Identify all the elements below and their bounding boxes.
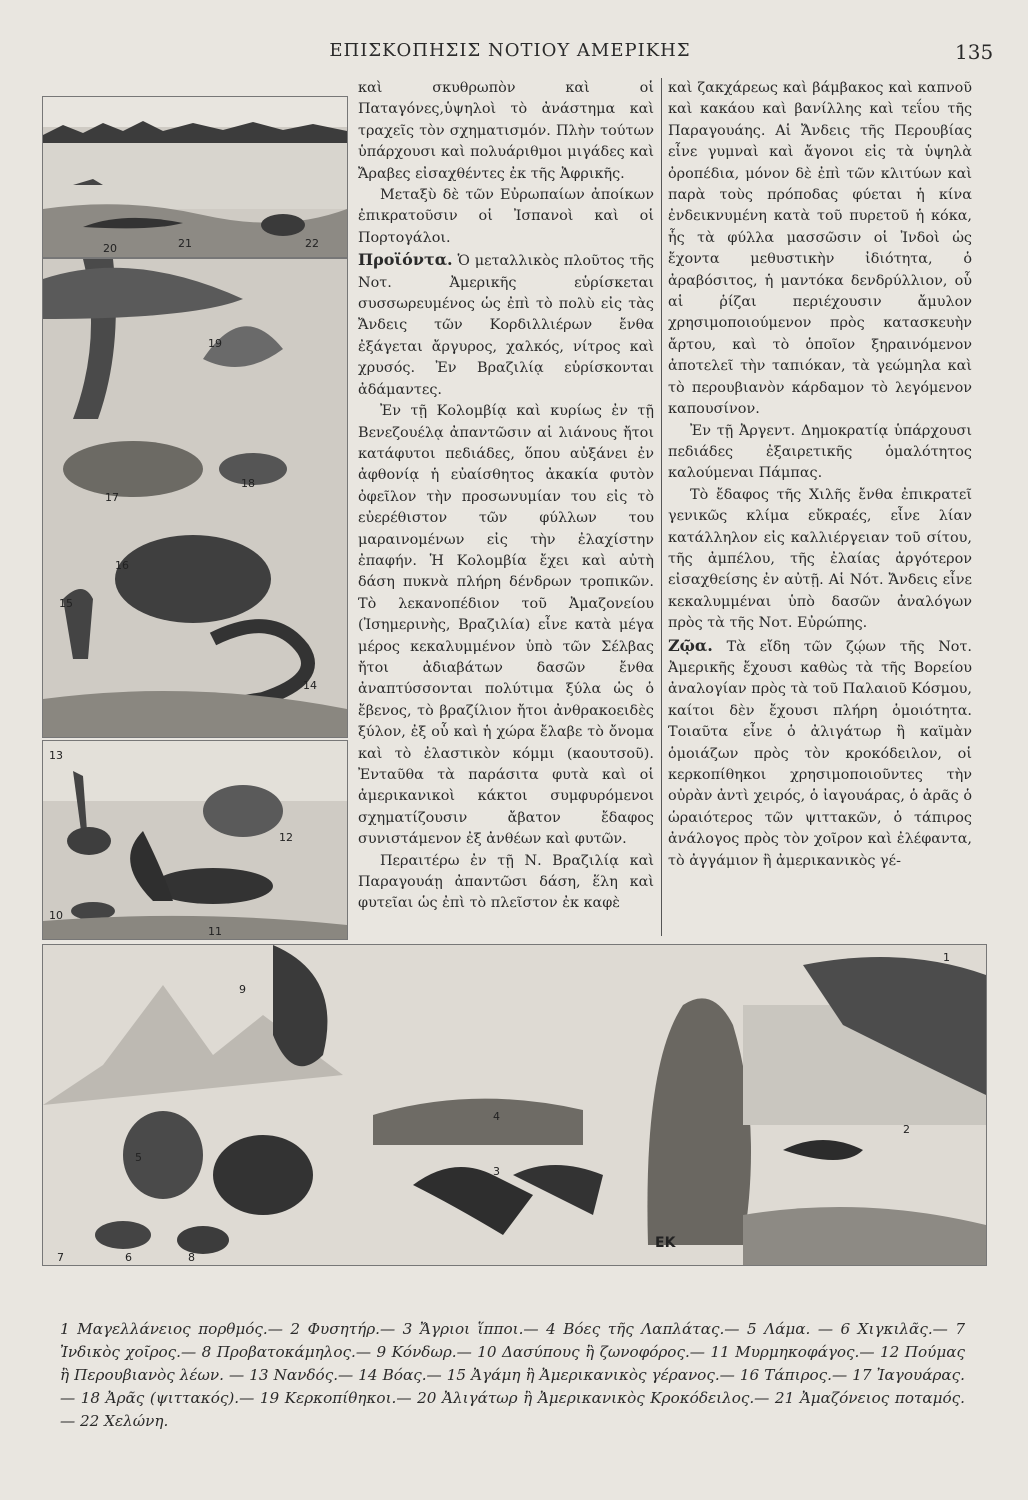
jungle-engraving xyxy=(43,259,347,737)
plate-label: 20 xyxy=(103,242,117,255)
running-head: ΕΠΙΣΚΟΠΗΣΙΣ ΝΟΤΙΟΥ ΑΜΕΡΙΚΗΣ xyxy=(329,40,691,61)
animals-text: Τὰ εἴδη τῶν ζῴων τῆς Νοτ. Ἀμερικῆς ἔχουσι καθὼς τὰ τῆς Βορείου ἀναλογίαν πρὸς τὰ τοῦ Παλαιοῦ Κόσμου, καίτοι δὲν ἔχουσι πλήρη ὁμοιότητα. Τοιαῦτα εἶνε ὁ ἀλιγάτωρ ἢ καϊμὰν ὁμοιάζων πρὸς τὸν κροκόδειλον, οἱ κερκοπίθηκοι χρησιμοποιοῦντες τὴν οὐρὰν ἀντὶ χειρός, ὁ ἰαγουάρας, ὁ ἀρᾶς ὁ ὡραιότερος τῶν ψιττακῶν, ὁ τάπιρος ἀνάλογος πρὸς τὸν χοῖρον καὶ ἐλέφαντα, τὸ ἀγγάμιον ἢ ἀμερικανικὸς γέ- xyxy=(668,638,973,869)
column-2 xyxy=(668,78,972,872)
products-text: Ὁ μεταλλικὸς πλοῦτος τῆς Νοτ. Ἀμερικῆς εὑρίσκεται συσσωρευμένος ὡς ἐπὶ τὸ πολὺ εἰς τὰς Ἄνδεις τῶν Κορδιλλιέρων ἔνθα ἐξάγεται ἄργυρος, χαλκός, νίτρος καὶ χρυσός. Ἐν Βραζιλίᾳ εὑρίσκονται ἀδάμαντες. xyxy=(358,253,655,398)
plate-label: 15 xyxy=(59,597,73,610)
plate-label: 16 xyxy=(115,559,129,572)
plate-label: 14 xyxy=(303,679,317,692)
paragraph xyxy=(668,635,972,872)
plate-label: 18 xyxy=(241,477,255,490)
paragraph: Ἐν τῇ Ἀργεντ. Δημοκρατίᾳ ὑπάρχουσι πεδιάδες ἐξαιρετικῆς ὁμαλότητος καλούμεναι Πάμπας. xyxy=(668,422,972,482)
paragraph: Τὸ ἔδαφος τῆς Χιλῆς ἔνθα ἐπικρατεῖ γενικῶς κλίμα εὔκραές, εἶνε λίαν κατάλληλον εἰς καλλιέργειαν τοῦ σίτου, τῆς ἀμπέλου, τῆς ἐλαίας ἀργότερον εἰσαχθείσης ἐν αὐτῇ. Αἱ Νότ. Ἄνδεις εἶνε κεκαλυμμέναι ὑπὸ δασῶν ἀναλόγων πρὸς τὰ τῆς Νοτ. Εὐρώπης. xyxy=(668,486,972,632)
paragraph: Ἐν τῇ Κολομβίᾳ καὶ κυρίως ἐν τῇ Βενεζουέλᾳ ἀπαντῶσιν αἱ λιάνους ἤτοι κατάφυτοι πεδιάδες, ὅπου αὐξάνει ἐν ἀφθονίᾳ ἡ εὐαίσθητος ἀκακία φυτὸν ὀφεῖλον τὴν προσωνυμίαν του εἰς τὸ εὐερέθιστον τῶν φύλλων του μαραινομένων εἰς τὴν ἐλαχίστην ἐπαφήν. Ἡ Κολομβία ἔχει καὶ αὐτὴ δάση πυκνὰ πλήρη δένδρων τροπικῶν. Τὸ λεκανοπέδιον τοῦ Ἀμαζονείου (Ἰσημερινὴς, Βραζιλία) εἶνε κατὰ μέγα μέρος κεκαλυμμένον ὑπὸ τῶν Σέλβας ἤτοι ἀδιαβάτων δασῶν ἔνθα ἀναπτύσσονται πολύτιμα ξύλα ὡς ὁ ἔβενος, τὸ βραζίλιον ἤτοι ἀνθρακοειδὲς ξύλον, ἐξ οὗ καὶ ἡ χώρα ἔλαβε τὸ ὄνομα καὶ τὸ ἐλαστικὸν κόμμι (καουτσοῦ). Ἐνταῦθα τὰ παράσιτα φυτὰ καὶ οἱ ἀμερικανικοὶ κάκτοι συμφυρόμενοι σχηματίζουσιν ἄβατον ἔδαφος συνιστάμενον ἐξ ἀνθέων καὶ φυτῶν. xyxy=(358,403,654,848)
plate-label: 12 xyxy=(279,831,293,844)
plate-label: 19 xyxy=(208,337,222,350)
plate-label: 10 xyxy=(49,909,63,922)
paragraph xyxy=(358,249,654,401)
paragraph: Περαιτέρω ἐν τῇ Ν. Βραζιλίᾳ καὶ Παραγουάῃ ἀπαντῶσι δάση, ἕλη καὶ φυτεῖαι ὡς ἐπὶ τὸ πλεῖστον ἐκ καφὲ xyxy=(358,852,654,912)
plate-label: 22 xyxy=(305,237,319,250)
plate-label: 2 xyxy=(903,1123,910,1136)
paragraph: Μεταξὺ δὲ τῶν Εὐρωπαίων ἀποίκων ἐπικρατοῦσιν οἱ Ἰσπανοὶ καὶ οἱ Πορτογάλοι. xyxy=(358,187,654,246)
plate-label: 21 xyxy=(178,237,192,250)
plate-label: 1 xyxy=(943,951,950,964)
plate-label: 8 xyxy=(188,1251,195,1264)
plate-label: 5 xyxy=(135,1151,142,1164)
plate-label: 13 xyxy=(49,749,63,762)
plate-label: 6 xyxy=(125,1251,132,1264)
figure-caption: 1 Μαγελλάνειος πορθμός.— 2 Φυσητήρ.— 3 Ἄγριοι ἵπποι.— 4 Βόες τῆς Λαπλάτας.— 5 Λάμα. — 6 Χιγκιλᾶς.— 7 Ἰνδικὸς χοῖρος.— 8 Προβατοκάμηλος.— 9 Κόνδωρ.— 10 Δασύπους ἢ ζωνοφόρος.— 11 Μυρμηκοφάγος.— 12 Πούμας ἢ Περουβιανὸς λέων. — 13 Νανδός.— 14 Βόας.— 15 Ἀγάμη ἢ Ἀμερικανικὸς γέρανος.— 16 Τάπιρος.— 17 Ἰαγουάρας. — 18 Ἀρᾶς (ψιττακός).— 19 Κερκοπίθηκοι.— 20 Ἀλιγάτωρ ἢ Ἀμερικανικὸς Κροκόδειλος.— 21 Ἀμαζόνειος ποταμός.— 22 Χελώνη. xyxy=(60,1320,965,1430)
paragraph: καὶ ζακχάρεως καὶ βάμβακος καὶ καπνοῦ καὶ κακάου καὶ βανίλλης καὶ τεΐου τῆς Παραγουάης. Αἱ Ἄνδεις τῆς Περουβίας εἶνε γυμναὶ καὶ ἄγονοι εἰς τὰ ὑψηλὰ ὀροπέδια, μόνον δὲ ἐπὶ τῶν κλιτύων καὶ παρὰ τοὺς πρόποδας φύεται ἡ κίνα ἐνδεικνυμένη κατὰ τοῦ πυρετοῦ ἡ κόκα, ἧς τὰ φύλλα μασσῶσιν οἱ Ἰνδοὶ ὡς ἔχοντα μεθυστικὴν ἰδιότητα, ὁ ἀραβόσιτος, ἡ μαντόκα δενδρύλλιον, οὗ αἱ ῥίζαι περιέχουσιν ἄμυλον χρησιμοποιούμενον πρὸς κατασκευὴν ἄρτου, καὶ τὸ ὁποῖον ξηραινόμενον ἀποτελεῖ τὴν ταπιόκαν, τὰ γεώμηλα καὶ τὸ περουβιανὸν κάρδαμον τὸ λεγόμενον καπουσίνον. xyxy=(668,80,972,418)
paragraph: καὶ σκυθρωπὸν καὶ οἱ Παταγόνες,ὑψηλοὶ τὸ ἀνάστημα καὶ τραχεῖς τὸν σχηματισμόν. Πλὴν τούτων ὑπάρχουσι καὶ πολυάριθμοι μιγάδες καὶ Ἄραβες εἰσαχθέντες ἐκ τῆς Ἀφρικῆς. xyxy=(358,80,654,182)
illustration-river-scene xyxy=(42,96,348,258)
plate-label: 7 xyxy=(57,1251,64,1264)
section-heading-animals: Ζῷα. xyxy=(668,635,713,655)
page-number: 135 xyxy=(955,40,994,64)
plate-label: 9 xyxy=(239,983,246,996)
column-rule xyxy=(661,78,662,936)
illustration-patagonia-scene xyxy=(42,944,987,1266)
plate-label: 11 xyxy=(208,925,222,938)
river-engraving xyxy=(43,97,347,257)
illustration-jungle-animals xyxy=(42,258,348,738)
illustration-pampas-animals xyxy=(42,740,348,940)
section-heading-products: Προϊόντα. xyxy=(358,250,453,270)
patagonia-engraving xyxy=(43,945,986,1265)
plate-label: 3 xyxy=(493,1165,500,1178)
engraver-signature: ΕΚ xyxy=(655,1235,676,1251)
column-1 xyxy=(358,78,654,915)
plate-label: 17 xyxy=(105,491,119,504)
pampas-engraving xyxy=(43,741,347,939)
plate-label: 4 xyxy=(493,1110,500,1123)
